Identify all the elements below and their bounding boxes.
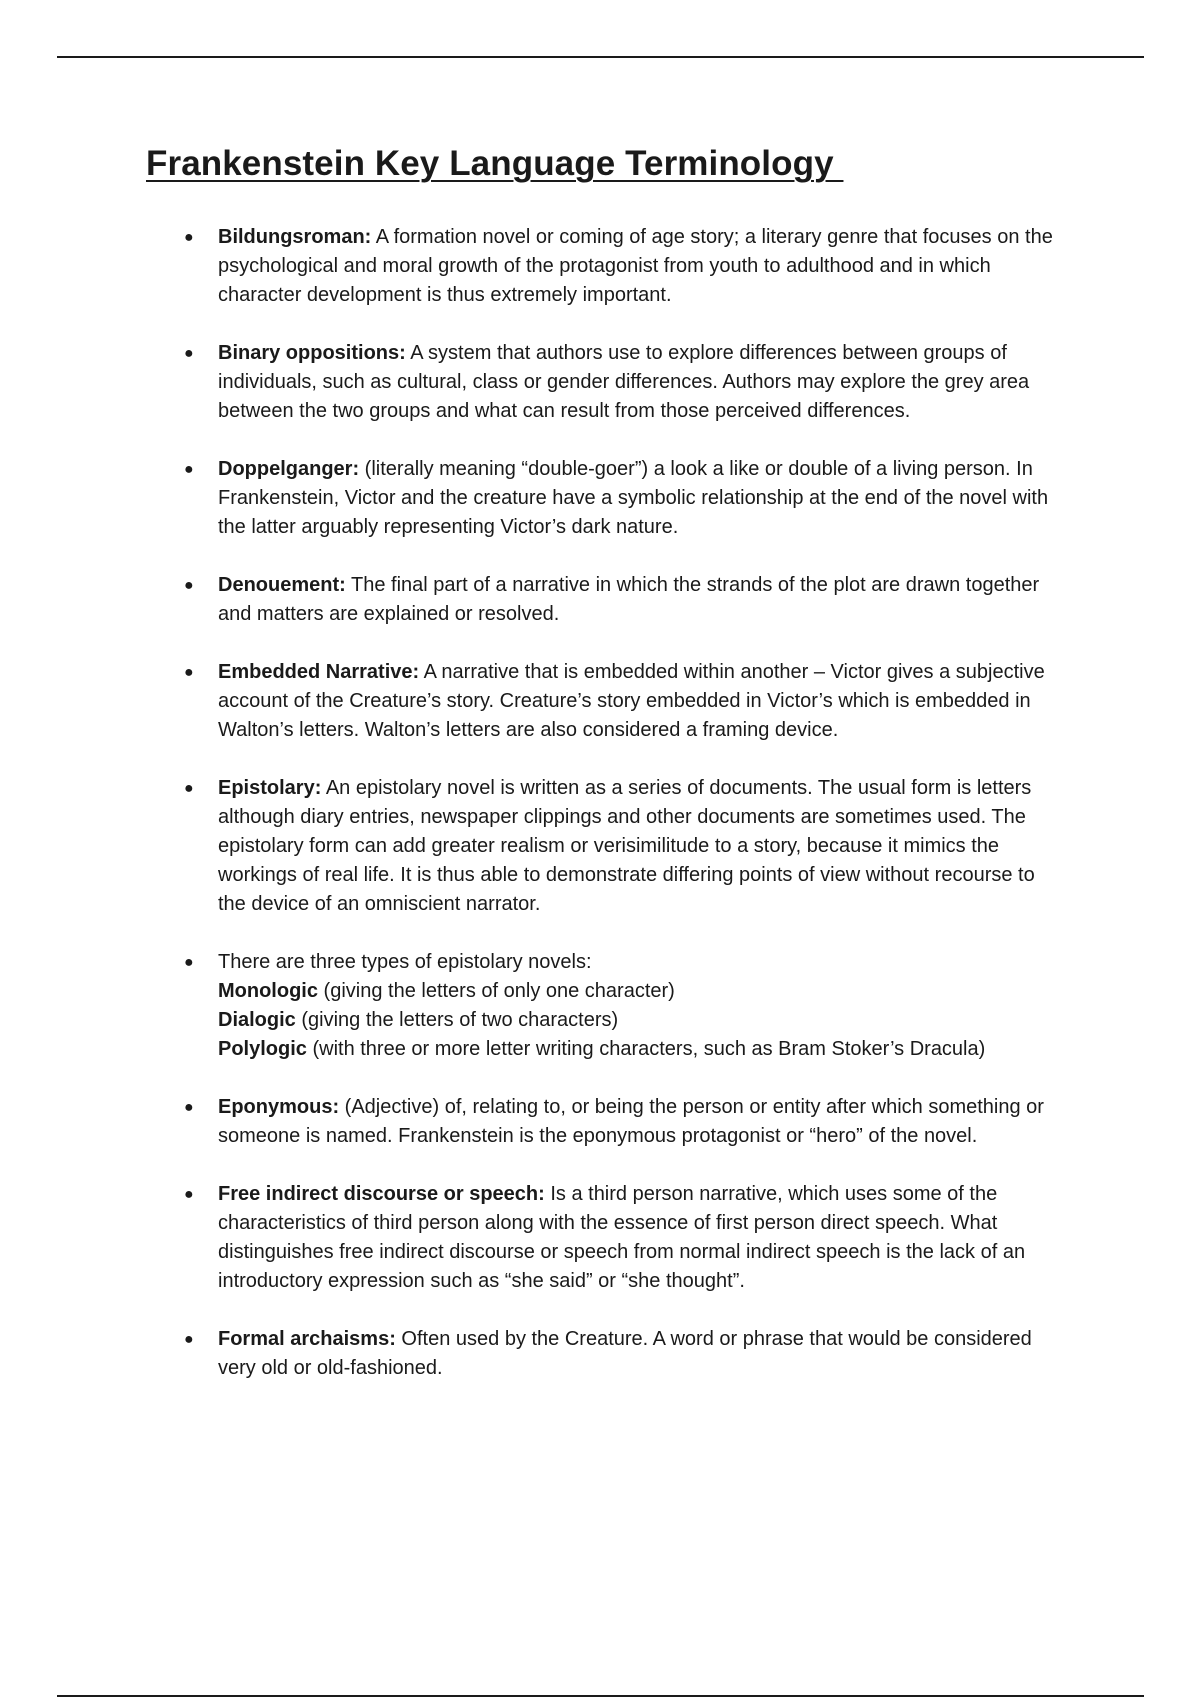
list-item [184,571,1064,629]
list-item [184,658,1064,745]
top-rule [57,56,1144,58]
epistolary-type-polylogic [218,1035,1064,1064]
list-item [184,774,1064,919]
terminology-list [184,223,1064,1412]
type-name: Polylogic [218,1038,307,1060]
list-item [184,1180,1064,1296]
term-name: Free indirect discourse or speech: [218,1183,545,1205]
bottom-rule [57,1695,1144,1697]
type-description: (with three or more letter writing characters, such as Bram Stoker’s Dracula) [306,1038,986,1060]
type-description: (giving the letters of two characters) [295,1009,619,1031]
list-item [184,1093,1064,1151]
term-name: Bildungsroman: [218,226,372,248]
bullet-icon: ● [184,1186,194,1203]
term-name: Eponymous: [218,1096,340,1118]
term-definition: (literally meaning “double-goer”) a look a like or double of a living person. In Frankenstein, Victor and the creature have a symbolic relationship at the end of the novel with the latter arguably representing Victor’s dark nature. [218,458,1049,538]
term-name: Binary oppositions: [218,342,406,364]
page-title: Frankenstein Key Language Terminology [146,144,844,183]
list-item-epistolary-types [184,948,1064,1064]
type-name: Dialogic [218,1009,296,1031]
list-item [184,1325,1064,1383]
list-item [184,339,1064,426]
type-name: Monologic [218,980,318,1002]
term-definition: The final part of a narrative in which the strands of the plot are drawn together and matters are explained or resolved. [218,574,1040,625]
bullet-icon: ● [184,780,194,797]
list-item [184,455,1064,542]
term-name: Epistolary: [218,777,322,799]
bullet-icon: ● [184,461,194,478]
bullet-icon: ● [184,954,194,971]
term-definition: An epistolary novel is written as a series of documents. The usual form is letters although diary entries, newspaper clippings and other documents are sometimes used. The epistolary form can add greater realism or verisimilitude to a story, because it mimics the workings of real life. It is thus able to demonstrate differing points of view without recourse to the device of an omniscient narrator. [218,777,1035,915]
term-name: Embedded Narrative: [218,661,420,683]
term-definition: A system that authors use to explore differences between groups of individuals, such as cultural, class or gender differences. Authors may explore the grey area between the two groups and what can result from those perceived differences. [218,342,1030,422]
bullet-icon: ● [184,577,194,594]
term-definition: (Adjective) of, relating to, or being the person or entity after which something or someone is named. Frankenstein is the eponymous protagonist or “hero” of the novel. [218,1096,1044,1147]
type-description: (giving the letters of only one character) [317,980,675,1002]
term-definition: A formation novel or coming of age story; a literary genre that focuses on the psychological and moral growth of the protagonist from youth to adulthood and in which character development is thus extremely important. [218,226,1053,306]
bullet-icon: ● [184,229,194,246]
term-name: Formal archaisms: [218,1328,396,1350]
term-name: Doppelganger: [218,458,360,480]
term-definition: Is a third person narrative, which uses some of the characteristics of third person along with the essence of first person direct speech. What distinguishes free indirect discourse or speech from normal indirect speech is the lack of an introductory expression such as “she said” or “she thought”. [218,1183,1026,1292]
bullet-icon: ● [184,1331,194,1348]
term-definition: A narrative that is embedded within another – Victor gives a subjective account of the Creature’s story. Creature’s story embedded in Victor’s which is embedded in Walton’s letters. Walton’s letters are also considered a framing device. [218,661,1045,741]
epistolary-type-dialogic [218,1006,1064,1035]
bullet-icon: ● [184,664,194,681]
bullet-icon: ● [184,345,194,362]
epistolary-type-monologic [218,977,1064,1006]
epistolary-types-intro: There are three types of epistolary novels: [218,951,592,973]
term-name: Denouement: [218,574,346,596]
term-definition: Often used by the Creature. A word or phrase that would be considered very old or old-fashioned. [218,1328,1032,1379]
list-item [184,223,1064,310]
bullet-icon: ● [184,1099,194,1116]
